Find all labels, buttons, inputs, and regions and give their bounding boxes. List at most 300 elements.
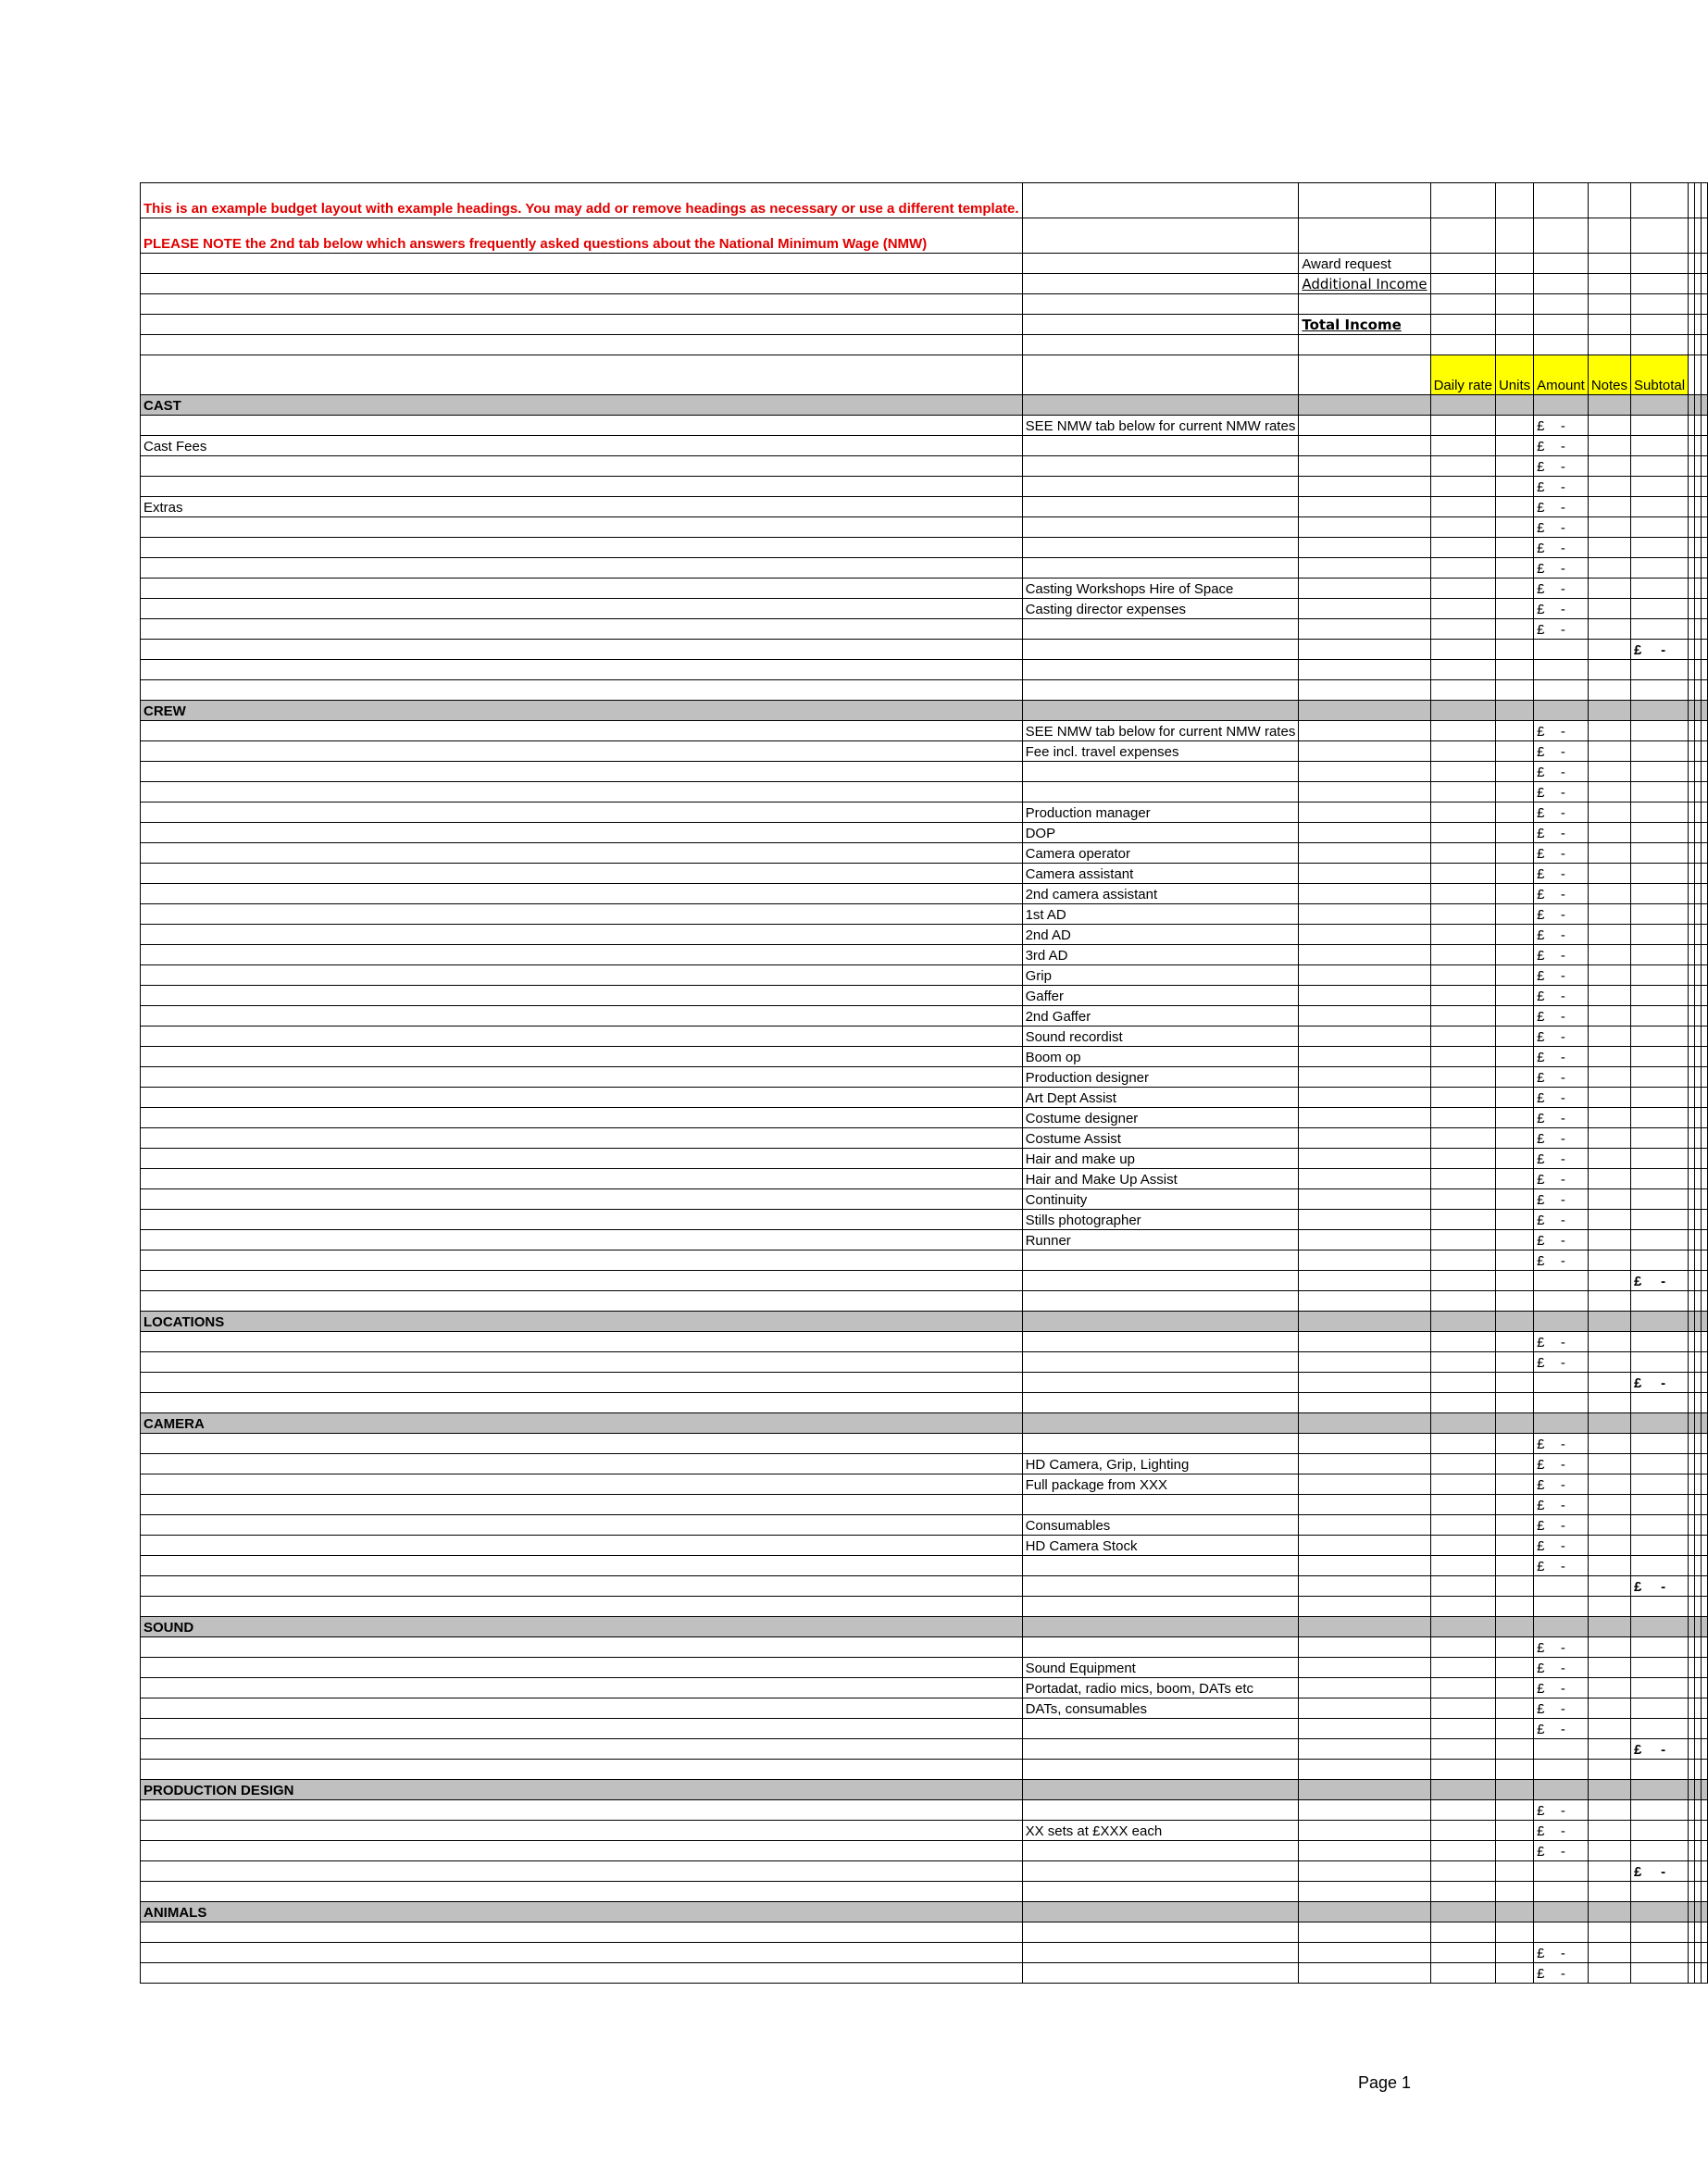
- cell-col-6[interactable]: [1588, 294, 1630, 315]
- cell-col-1[interactable]: [1022, 1882, 1299, 1902]
- cell-col-7[interactable]: [1631, 986, 1689, 1006]
- cell-col-9[interactable]: [1695, 183, 1702, 218]
- cell-col-2[interactable]: [1299, 1658, 1430, 1678]
- cell-col-6[interactable]: [1588, 803, 1630, 823]
- cell-col-9[interactable]: [1695, 1963, 1702, 1984]
- cell-col-2[interactable]: [1299, 741, 1430, 762]
- cell-col-3[interactable]: [1430, 477, 1495, 497]
- cell-col-8[interactable]: [1689, 1434, 1695, 1454]
- cell-col-6[interactable]: [1588, 1739, 1630, 1760]
- cell-col-9[interactable]: [1695, 782, 1702, 803]
- cell-col-9[interactable]: [1695, 1067, 1702, 1088]
- cell-col-5[interactable]: [1534, 680, 1589, 701]
- cell-col-10[interactable]: [1702, 1434, 1708, 1454]
- cell-col-9[interactable]: [1695, 1169, 1702, 1189]
- cell-col-1[interactable]: [1022, 904, 1299, 925]
- cell-col-2[interactable]: [1299, 1413, 1430, 1434]
- cell-col-9[interactable]: [1695, 579, 1702, 599]
- cell-col-3[interactable]: [1430, 701, 1495, 721]
- cell-col-0[interactable]: [141, 1047, 1023, 1067]
- cell-col-1[interactable]: [1022, 254, 1299, 274]
- cell-col-4[interactable]: [1495, 1047, 1533, 1067]
- cell-col-7[interactable]: [1631, 1169, 1689, 1189]
- cell-col-1[interactable]: [1022, 416, 1299, 436]
- cell-col-5[interactable]: [1534, 640, 1589, 660]
- cell-col-7[interactable]: [1631, 1536, 1689, 1556]
- cell-col-9[interactable]: [1695, 1658, 1702, 1678]
- cell-col-9[interactable]: [1695, 721, 1702, 741]
- cell-col-2[interactable]: [1299, 294, 1430, 315]
- cell-col-2[interactable]: [1299, 904, 1430, 925]
- cell-col-9[interactable]: [1695, 701, 1702, 721]
- cell-col-10[interactable]: [1702, 1536, 1708, 1556]
- cell-col-5[interactable]: [1534, 538, 1589, 558]
- cell-col-7[interactable]: [1631, 1922, 1689, 1943]
- cell-col-3[interactable]: [1430, 274, 1495, 294]
- cell-col-1[interactable]: [1022, 864, 1299, 884]
- cell-col-7[interactable]: [1631, 965, 1689, 986]
- cell-col-6[interactable]: [1588, 1698, 1630, 1719]
- cell-col-0[interactable]: [141, 579, 1023, 599]
- cell-col-5[interactable]: [1534, 1800, 1589, 1821]
- cell-col-5[interactable]: [1534, 1027, 1589, 1047]
- cell-col-8[interactable]: [1689, 1760, 1695, 1780]
- cell-col-6[interactable]: [1588, 517, 1630, 538]
- cell-col-7[interactable]: [1631, 1088, 1689, 1108]
- cell-col-6[interactable]: [1588, 1800, 1630, 1821]
- cell-col-10[interactable]: [1702, 1250, 1708, 1271]
- cell-col-4[interactable]: [1495, 1821, 1533, 1841]
- cell-col-6[interactable]: [1588, 456, 1630, 477]
- cell-col-8[interactable]: [1689, 395, 1695, 416]
- cell-col-4[interactable]: [1495, 660, 1533, 680]
- cell-col-4[interactable]: [1495, 1454, 1533, 1474]
- cell-col-1[interactable]: [1022, 680, 1299, 701]
- cell-col-5[interactable]: [1534, 1474, 1589, 1495]
- cell-col-3[interactable]: [1430, 1658, 1495, 1678]
- cell-col-4[interactable]: [1495, 416, 1533, 436]
- cell-col-3[interactable]: [1430, 395, 1495, 416]
- cell-col-5[interactable]: [1534, 965, 1589, 986]
- cell-col-7[interactable]: [1631, 456, 1689, 477]
- cell-col-6[interactable]: [1588, 1312, 1630, 1332]
- cell-col-9[interactable]: [1695, 1088, 1702, 1108]
- cell-col-8[interactable]: [1689, 355, 1695, 395]
- cell-col-9[interactable]: [1695, 1698, 1702, 1719]
- cell-col-10[interactable]: [1702, 1963, 1708, 1984]
- cell-col-2[interactable]: [1299, 1576, 1430, 1597]
- cell-col-6[interactable]: [1588, 477, 1630, 497]
- cell-col-4[interactable]: [1495, 1617, 1533, 1637]
- cell-col-8[interactable]: [1689, 1230, 1695, 1250]
- cell-col-8[interactable]: [1689, 741, 1695, 762]
- cell-col-9[interactable]: [1695, 1189, 1702, 1210]
- cell-col-9[interactable]: [1695, 436, 1702, 456]
- cell-col-7[interactable]: [1631, 416, 1689, 436]
- cell-col-10[interactable]: [1702, 803, 1708, 823]
- cell-col-5[interactable]: [1534, 1576, 1589, 1597]
- cell-col-10[interactable]: [1702, 1902, 1708, 1922]
- cell-col-3[interactable]: [1430, 335, 1495, 355]
- cell-col-3[interactable]: [1430, 965, 1495, 986]
- cell-col-6[interactable]: [1588, 497, 1630, 517]
- cell-col-5[interactable]: [1534, 1332, 1589, 1352]
- cell-col-3[interactable]: [1430, 1027, 1495, 1047]
- cell-col-0[interactable]: [141, 1250, 1023, 1271]
- cell-col-1[interactable]: [1022, 355, 1299, 395]
- cell-col-4[interactable]: [1495, 741, 1533, 762]
- cell-col-6[interactable]: [1588, 1556, 1630, 1576]
- cell-col-6[interactable]: [1588, 1291, 1630, 1312]
- cell-col-0[interactable]: [141, 1271, 1023, 1291]
- cell-col-4[interactable]: [1495, 1698, 1533, 1719]
- cell-col-1[interactable]: [1022, 803, 1299, 823]
- cell-col-9[interactable]: [1695, 1576, 1702, 1597]
- cell-col-1[interactable]: [1022, 1067, 1299, 1088]
- cell-col-8[interactable]: [1689, 782, 1695, 803]
- cell-col-8[interactable]: [1689, 762, 1695, 782]
- cell-col-0[interactable]: [141, 945, 1023, 965]
- cell-col-4[interactable]: [1495, 1637, 1533, 1658]
- cell-col-0[interactable]: [141, 823, 1023, 843]
- cell-col-4[interactable]: [1495, 355, 1533, 395]
- cell-col-7[interactable]: [1631, 1943, 1689, 1963]
- cell-col-7[interactable]: [1631, 904, 1689, 925]
- cell-col-9[interactable]: [1695, 741, 1702, 762]
- cell-col-1[interactable]: [1022, 1739, 1299, 1760]
- cell-col-5[interactable]: [1534, 1719, 1589, 1739]
- cell-col-2[interactable]: [1299, 1882, 1430, 1902]
- cell-col-5[interactable]: [1534, 579, 1589, 599]
- cell-col-3[interactable]: [1430, 456, 1495, 477]
- cell-col-10[interactable]: [1702, 965, 1708, 986]
- cell-col-1[interactable]: [1022, 1271, 1299, 1291]
- cell-col-7[interactable]: [1631, 538, 1689, 558]
- cell-col-9[interactable]: [1695, 1678, 1702, 1698]
- cell-col-9[interactable]: [1695, 660, 1702, 680]
- cell-col-2[interactable]: [1299, 1515, 1430, 1536]
- cell-col-3[interactable]: [1430, 1922, 1495, 1943]
- cell-col-0[interactable]: [141, 904, 1023, 925]
- cell-col-7[interactable]: [1631, 1271, 1689, 1291]
- cell-col-5[interactable]: [1534, 1760, 1589, 1780]
- cell-col-7[interactable]: [1631, 823, 1689, 843]
- cell-col-4[interactable]: [1495, 1474, 1533, 1495]
- cell-col-6[interactable]: [1588, 1250, 1630, 1271]
- cell-col-2[interactable]: [1299, 762, 1430, 782]
- cell-col-2[interactable]: [1299, 1556, 1430, 1576]
- cell-col-5[interactable]: [1534, 1556, 1589, 1576]
- cell-col-5[interactable]: [1534, 721, 1589, 741]
- cell-col-9[interactable]: [1695, 315, 1702, 335]
- cell-col-4[interactable]: [1495, 1556, 1533, 1576]
- cell-col-6[interactable]: [1588, 599, 1630, 619]
- cell-col-8[interactable]: [1689, 1841, 1695, 1861]
- cell-col-3[interactable]: [1430, 538, 1495, 558]
- cell-col-0[interactable]: [141, 335, 1023, 355]
- cell-col-9[interactable]: [1695, 904, 1702, 925]
- cell-col-0[interactable]: [141, 497, 1023, 517]
- cell-col-8[interactable]: [1689, 640, 1695, 660]
- cell-col-6[interactable]: [1588, 1047, 1630, 1067]
- cell-col-7[interactable]: [1631, 183, 1689, 218]
- cell-col-0[interactable]: [141, 1739, 1023, 1760]
- cell-col-4[interactable]: [1495, 1902, 1533, 1922]
- cell-col-10[interactable]: [1702, 538, 1708, 558]
- cell-col-0[interactable]: [141, 1312, 1023, 1332]
- cell-col-8[interactable]: [1689, 945, 1695, 965]
- cell-col-6[interactable]: [1588, 355, 1630, 395]
- cell-col-6[interactable]: [1588, 1230, 1630, 1250]
- cell-col-2[interactable]: [1299, 1821, 1430, 1841]
- cell-col-3[interactable]: [1430, 294, 1495, 315]
- cell-col-0[interactable]: [141, 843, 1023, 864]
- cell-col-3[interactable]: [1430, 1515, 1495, 1536]
- cell-col-6[interactable]: [1588, 416, 1630, 436]
- cell-col-5[interactable]: [1534, 1088, 1589, 1108]
- cell-col-2[interactable]: [1299, 1332, 1430, 1352]
- cell-col-8[interactable]: [1689, 1719, 1695, 1739]
- cell-col-6[interactable]: [1588, 986, 1630, 1006]
- cell-col-5[interactable]: [1534, 294, 1589, 315]
- cell-col-8[interactable]: [1689, 965, 1695, 986]
- cell-col-3[interactable]: [1430, 823, 1495, 843]
- cell-col-0[interactable]: [141, 1454, 1023, 1474]
- cell-col-4[interactable]: [1495, 925, 1533, 945]
- cell-col-6[interactable]: [1588, 1882, 1630, 1902]
- cell-col-5[interactable]: [1534, 436, 1589, 456]
- cell-col-5[interactable]: [1534, 1515, 1589, 1536]
- cell-col-1[interactable]: [1022, 1841, 1299, 1861]
- cell-col-2[interactable]: [1299, 619, 1430, 640]
- cell-col-8[interactable]: [1689, 701, 1695, 721]
- cell-col-1[interactable]: [1022, 1047, 1299, 1067]
- cell-col-3[interactable]: [1430, 558, 1495, 579]
- cell-col-7[interactable]: [1631, 1739, 1689, 1760]
- cell-col-4[interactable]: [1495, 701, 1533, 721]
- cell-col-2[interactable]: [1299, 1943, 1430, 1963]
- cell-col-3[interactable]: [1430, 1821, 1495, 1841]
- cell-col-1[interactable]: [1022, 945, 1299, 965]
- cell-col-9[interactable]: [1695, 599, 1702, 619]
- cell-col-2[interactable]: [1299, 1902, 1430, 1922]
- cell-col-10[interactable]: [1702, 1189, 1708, 1210]
- cell-col-3[interactable]: [1430, 355, 1495, 395]
- cell-col-10[interactable]: [1702, 1352, 1708, 1373]
- cell-col-8[interactable]: [1689, 1291, 1695, 1312]
- cell-col-2[interactable]: [1299, 436, 1430, 456]
- cell-col-6[interactable]: [1588, 660, 1630, 680]
- cell-col-2[interactable]: [1299, 1760, 1430, 1780]
- cell-col-8[interactable]: [1689, 1739, 1695, 1760]
- cell-col-4[interactable]: [1495, 1780, 1533, 1800]
- cell-col-6[interactable]: [1588, 254, 1630, 274]
- cell-col-9[interactable]: [1695, 803, 1702, 823]
- cell-col-1[interactable]: [1022, 497, 1299, 517]
- cell-col-10[interactable]: [1702, 477, 1708, 497]
- cell-col-6[interactable]: [1588, 274, 1630, 294]
- cell-col-10[interactable]: [1702, 1678, 1708, 1698]
- cell-col-9[interactable]: [1695, 986, 1702, 1006]
- cell-col-9[interactable]: [1695, 925, 1702, 945]
- cell-col-5[interactable]: [1534, 1922, 1589, 1943]
- cell-col-9[interactable]: [1695, 355, 1702, 395]
- cell-col-0[interactable]: [141, 1678, 1023, 1698]
- cell-col-8[interactable]: [1689, 884, 1695, 904]
- cell-col-10[interactable]: [1702, 884, 1708, 904]
- cell-col-4[interactable]: [1495, 1312, 1533, 1332]
- cell-col-2[interactable]: [1299, 1128, 1430, 1149]
- cell-col-2[interactable]: [1299, 1536, 1430, 1556]
- cell-col-6[interactable]: [1588, 843, 1630, 864]
- cell-col-10[interactable]: [1702, 1128, 1708, 1149]
- cell-col-7[interactable]: [1631, 701, 1689, 721]
- cell-col-8[interactable]: [1689, 1658, 1695, 1678]
- cell-col-9[interactable]: [1695, 1719, 1702, 1739]
- cell-col-5[interactable]: [1534, 1597, 1589, 1617]
- cell-col-0[interactable]: [141, 1210, 1023, 1230]
- cell-col-5[interactable]: [1534, 619, 1589, 640]
- cell-col-5[interactable]: [1534, 1210, 1589, 1230]
- cell-col-10[interactable]: [1702, 218, 1708, 254]
- cell-col-6[interactable]: [1588, 395, 1630, 416]
- cell-col-0[interactable]: [141, 1841, 1023, 1861]
- cell-col-2[interactable]: [1299, 254, 1430, 274]
- cell-col-10[interactable]: [1702, 1474, 1708, 1495]
- cell-col-2[interactable]: [1299, 335, 1430, 355]
- cell-col-7[interactable]: [1631, 1067, 1689, 1088]
- cell-col-4[interactable]: [1495, 1413, 1533, 1434]
- cell-col-0[interactable]: [141, 1332, 1023, 1352]
- cell-col-7[interactable]: [1631, 864, 1689, 884]
- cell-col-2[interactable]: [1299, 579, 1430, 599]
- cell-col-6[interactable]: [1588, 1719, 1630, 1739]
- cell-col-8[interactable]: [1689, 497, 1695, 517]
- cell-col-0[interactable]: [141, 640, 1023, 660]
- cell-col-3[interactable]: [1430, 1332, 1495, 1352]
- cell-col-10[interactable]: [1702, 1760, 1708, 1780]
- cell-col-0[interactable]: [141, 1943, 1023, 1963]
- cell-col-1[interactable]: [1022, 701, 1299, 721]
- cell-col-4[interactable]: [1495, 762, 1533, 782]
- cell-col-8[interactable]: [1689, 1271, 1695, 1291]
- cell-col-4[interactable]: [1495, 1128, 1533, 1149]
- cell-col-0[interactable]: [141, 1882, 1023, 1902]
- cell-col-1[interactable]: [1022, 1434, 1299, 1454]
- cell-col-10[interactable]: [1702, 1108, 1708, 1128]
- cell-col-4[interactable]: [1495, 599, 1533, 619]
- cell-col-6[interactable]: [1588, 640, 1630, 660]
- cell-col-9[interactable]: [1695, 680, 1702, 701]
- cell-col-0[interactable]: [141, 1760, 1023, 1780]
- cell-col-0[interactable]: [141, 1006, 1023, 1027]
- cell-col-10[interactable]: [1702, 294, 1708, 315]
- cell-col-7[interactable]: [1631, 1006, 1689, 1027]
- cell-col-3[interactable]: [1430, 1556, 1495, 1576]
- cell-col-2[interactable]: [1299, 1291, 1430, 1312]
- cell-col-8[interactable]: [1689, 803, 1695, 823]
- cell-col-8[interactable]: [1689, 1169, 1695, 1189]
- cell-col-0[interactable]: [141, 1108, 1023, 1128]
- cell-col-8[interactable]: [1689, 1922, 1695, 1943]
- cell-col-10[interactable]: [1702, 254, 1708, 274]
- cell-col-5[interactable]: [1534, 904, 1589, 925]
- cell-col-10[interactable]: [1702, 1841, 1708, 1861]
- cell-col-2[interactable]: [1299, 680, 1430, 701]
- cell-col-4[interactable]: [1495, 1800, 1533, 1821]
- cell-col-2[interactable]: [1299, 986, 1430, 1006]
- cell-col-3[interactable]: [1430, 1474, 1495, 1495]
- cell-col-7[interactable]: [1631, 395, 1689, 416]
- cell-col-0[interactable]: [141, 1128, 1023, 1149]
- cell-col-5[interactable]: [1534, 1678, 1589, 1698]
- cell-col-3[interactable]: [1430, 1637, 1495, 1658]
- cell-col-10[interactable]: [1702, 721, 1708, 741]
- cell-col-5[interactable]: [1534, 1861, 1589, 1882]
- cell-col-7[interactable]: [1631, 477, 1689, 497]
- cell-col-7[interactable]: [1631, 680, 1689, 701]
- cell-col-8[interactable]: [1689, 1454, 1695, 1474]
- cell-col-0[interactable]: [141, 1027, 1023, 1047]
- cell-col-4[interactable]: [1495, 1434, 1533, 1454]
- cell-col-2[interactable]: [1299, 1250, 1430, 1271]
- cell-col-6[interactable]: [1588, 1760, 1630, 1780]
- cell-col-0[interactable]: [141, 395, 1023, 416]
- cell-col-9[interactable]: [1695, 456, 1702, 477]
- cell-col-9[interactable]: [1695, 218, 1702, 254]
- cell-col-0[interactable]: [141, 1576, 1023, 1597]
- cell-col-0[interactable]: [141, 1617, 1023, 1637]
- cell-col-4[interactable]: [1495, 183, 1533, 218]
- cell-col-9[interactable]: [1695, 1943, 1702, 1963]
- cell-col-2[interactable]: [1299, 1169, 1430, 1189]
- cell-col-9[interactable]: [1695, 1780, 1702, 1800]
- cell-col-10[interactable]: [1702, 1698, 1708, 1719]
- cell-col-4[interactable]: [1495, 843, 1533, 864]
- cell-col-10[interactable]: [1702, 579, 1708, 599]
- cell-col-10[interactable]: [1702, 1821, 1708, 1841]
- cell-col-3[interactable]: [1430, 1454, 1495, 1474]
- cell-col-0[interactable]: [141, 274, 1023, 294]
- cell-col-4[interactable]: [1495, 1495, 1533, 1515]
- cell-col-10[interactable]: [1702, 1006, 1708, 1027]
- cell-col-0[interactable]: [141, 416, 1023, 436]
- cell-col-2[interactable]: [1299, 1780, 1430, 1800]
- cell-col-8[interactable]: [1689, 1108, 1695, 1128]
- cell-col-10[interactable]: [1702, 1495, 1708, 1515]
- cell-col-1[interactable]: [1022, 1230, 1299, 1250]
- cell-col-2[interactable]: [1299, 1454, 1430, 1474]
- cell-col-2[interactable]: [1299, 558, 1430, 579]
- cell-col-4[interactable]: [1495, 1088, 1533, 1108]
- cell-col-5[interactable]: [1534, 315, 1589, 335]
- cell-col-4[interactable]: [1495, 477, 1533, 497]
- cell-col-0[interactable]: [141, 477, 1023, 497]
- cell-col-6[interactable]: [1588, 1434, 1630, 1454]
- cell-col-6[interactable]: [1588, 680, 1630, 701]
- cell-col-5[interactable]: [1534, 803, 1589, 823]
- cell-col-6[interactable]: [1588, 1006, 1630, 1027]
- cell-col-8[interactable]: [1689, 1637, 1695, 1658]
- cell-col-3[interactable]: [1430, 803, 1495, 823]
- cell-col-10[interactable]: [1702, 1413, 1708, 1434]
- cell-col-4[interactable]: [1495, 864, 1533, 884]
- cell-col-2[interactable]: [1299, 1189, 1430, 1210]
- cell-col-6[interactable]: [1588, 1861, 1630, 1882]
- cell-col-7[interactable]: [1631, 1108, 1689, 1128]
- cell-col-1[interactable]: [1022, 1963, 1299, 1984]
- cell-col-7[interactable]: [1631, 762, 1689, 782]
